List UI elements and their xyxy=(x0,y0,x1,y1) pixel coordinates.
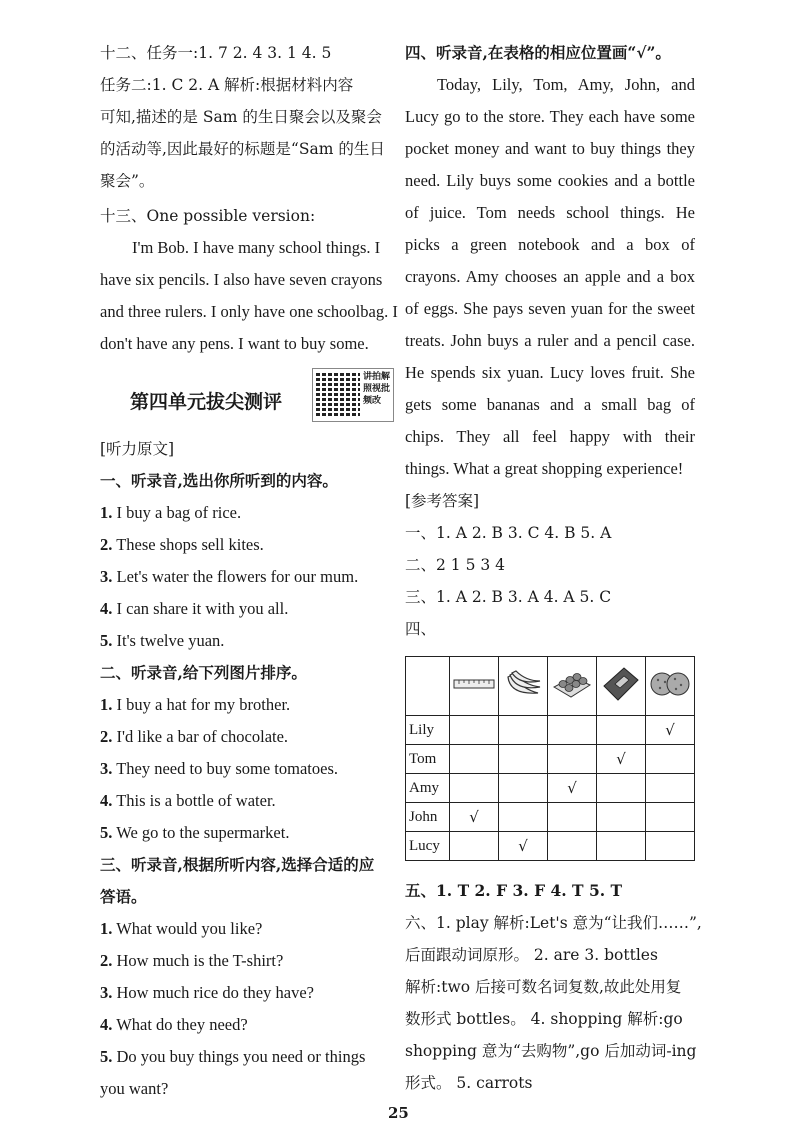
sec3-heading-line2: 答语。 xyxy=(100,887,147,906)
answer-3: 三、1. A 2. B 3. A 4. A 5. C xyxy=(405,588,612,606)
sec3-heading-line1: 三、听录音,根据所听内容,选择合适的应 xyxy=(100,855,375,874)
sec2-item-4: 4. This is a bottle of water. xyxy=(100,791,276,810)
table-cell xyxy=(548,803,597,832)
passage-line: gets some bananas and a small bag of xyxy=(405,395,695,414)
unit-title: 第四单元拔尖测评 xyxy=(130,391,283,413)
table-cell xyxy=(450,803,499,832)
answer-2: 二、2 1 5 3 4 xyxy=(405,556,506,574)
s13-para-line1: I'm Bob. I have many school things. I xyxy=(132,238,381,257)
bananas-icon xyxy=(499,657,548,716)
table-cell xyxy=(646,716,695,745)
s12-line3: 可知,描述的是 Sam 的生日聚会以及聚会 xyxy=(100,108,382,126)
table-cell xyxy=(548,832,597,861)
passage-line: He spends six yuan. Lucy loves fruit. She xyxy=(405,363,695,382)
ruler-icon xyxy=(450,657,499,716)
table-corner-cell xyxy=(406,657,450,716)
check-mark: √ xyxy=(616,750,626,768)
s12-line1: 十二、任务一:1. 7 2. 4 3. 1 4. 5 xyxy=(100,44,332,62)
passage-line: pocket money and want to buy things they xyxy=(405,139,695,158)
table-cell xyxy=(499,745,548,774)
answer-table xyxy=(405,656,695,861)
answer-6-line: shopping 意为“去购物”,go 后加动词-ing xyxy=(405,1042,697,1060)
table-cell xyxy=(646,745,695,774)
sec3-item-5: 5. Do you buy things you need or things xyxy=(100,1047,366,1066)
table-cell xyxy=(548,716,597,745)
answer-6-line: 后面跟动词原形。 2. are 3. bottles xyxy=(405,946,658,964)
table-cell xyxy=(548,774,597,803)
sec2-item-1: 1. I buy a hat for my brother. xyxy=(100,695,291,714)
row-name: Tom xyxy=(406,745,450,774)
row-name: Lucy xyxy=(406,832,450,861)
table-cell xyxy=(646,774,695,803)
s12-line2: 任务二:1. C 2. A 解析:根据材料内容 xyxy=(100,76,354,94)
qr-caption: 讲拍解照视批频改 xyxy=(363,372,391,406)
table-body xyxy=(406,716,695,861)
table-cell xyxy=(597,803,646,832)
table-row xyxy=(406,716,695,745)
table-cell xyxy=(646,803,695,832)
sec3-item-4: 4. What do they need? xyxy=(100,1015,248,1034)
sec2-item-2: 2. I'd like a bar of chocolate. xyxy=(100,727,289,746)
sec3-item-5-cont: you want? xyxy=(100,1079,169,1098)
table-cell xyxy=(548,745,597,774)
sec1-item-4: 4. I can share it with you all. xyxy=(100,599,289,618)
table-row xyxy=(406,774,695,803)
answer-5: 五、1. T 2. F 3. F 4. T 5. T xyxy=(405,881,623,900)
qr-code[interactable] xyxy=(312,368,394,422)
table-row xyxy=(406,803,695,832)
passage-line: crayons. Amy chooses an apple and a box xyxy=(405,267,695,286)
sec3-item-3: 3. How much rice do they have? xyxy=(100,983,314,1002)
answer-6-line: 形式。 5. carrots xyxy=(405,1074,533,1092)
table-header-row xyxy=(406,657,695,716)
row-name: Lily xyxy=(406,716,450,745)
passage-line: of juice. Tom needs school things. He xyxy=(405,203,695,222)
check-mark: √ xyxy=(469,808,479,826)
listening-label: [听力原文] xyxy=(100,440,175,458)
answer-6-line: 六、1. play 解析:Let's 意为“让我们……”, xyxy=(405,914,702,932)
answer-6-line: 解析:two 后接可数名词复数,故此处用复 xyxy=(405,978,682,996)
passage-line: chips. They all feel happy with their xyxy=(405,427,695,446)
sec4-heading: 四、听录音,在表格的相应位置画“√”。 xyxy=(405,43,671,62)
answer-1: 一、1. A 2. B 3. C 4. B 5. A xyxy=(405,524,612,542)
table-cell xyxy=(499,716,548,745)
answer-4-label: 四、 xyxy=(405,620,437,638)
sec1-heading: 一、听录音,选出你所听到的内容。 xyxy=(100,471,338,490)
table-cell xyxy=(499,832,548,861)
row-name: Amy xyxy=(406,774,450,803)
s13-heading: 十三、One possible version: xyxy=(100,207,316,225)
passage-line: picks a green notebook and a box of xyxy=(405,235,695,254)
qr-code-icon xyxy=(316,372,360,416)
sec1-item-3: 3. Let's water the flowers for our mum. xyxy=(100,567,359,586)
passage-line: things. What a great shopping experience! xyxy=(405,459,684,478)
check-mark: √ xyxy=(518,837,528,855)
page-number: 25 xyxy=(388,1104,409,1122)
passage-line: of eggs. She pays seven yuan for the sweet xyxy=(405,299,695,318)
table-cell xyxy=(450,745,499,774)
table-row xyxy=(406,745,695,774)
s12-line4: 的活动等,因此最好的标题是“Sam 的生日 xyxy=(100,140,385,158)
s13-para-line2: have six pencils. I also have seven crayons xyxy=(100,270,383,289)
passage-line: treats. John buys a ruler and a pencil case. xyxy=(405,331,695,350)
table-cell xyxy=(499,774,548,803)
passage-line: Lucy go to the store. They each have some xyxy=(405,107,695,126)
s12-line5: 聚会”。 xyxy=(100,172,155,190)
sec2-item-3: 3. They need to buy some tomatoes. xyxy=(100,759,338,778)
cookies-icon xyxy=(646,657,695,716)
table-cell xyxy=(450,832,499,861)
table-cell xyxy=(450,716,499,745)
table-cell xyxy=(499,803,548,832)
table-row xyxy=(406,832,695,861)
row-name: John xyxy=(406,803,450,832)
sec2-heading: 二、听录音,给下列图片排序。 xyxy=(100,663,307,682)
sec1-item-2: 2. These shops sell kites. xyxy=(100,535,264,554)
s13-para-line4: don't have any pens. I want to buy some. xyxy=(100,334,369,353)
table-cell xyxy=(597,745,646,774)
sec1-item-1: 1. I buy a bag of rice. xyxy=(100,503,242,522)
answer-6-line: 数形式 bottles。 4. shopping 解析:go xyxy=(405,1010,683,1028)
table-cell xyxy=(646,832,695,861)
check-mark: √ xyxy=(567,779,577,797)
answer-label: [参考答案] xyxy=(405,492,480,510)
table-cell xyxy=(450,774,499,803)
sec1-item-5: 5. It's twelve yuan. xyxy=(100,631,225,650)
eggs-icon xyxy=(548,657,597,716)
table-cell xyxy=(597,716,646,745)
sec2-item-5: 5. We go to the supermarket. xyxy=(100,823,290,842)
passage-line: Today, Lily, Tom, Amy, John, and xyxy=(437,75,695,94)
passage-line: need. Lily buys some cookies and a bottle xyxy=(405,171,695,190)
notebook-icon xyxy=(597,657,646,716)
table-cell xyxy=(597,832,646,861)
check-mark: √ xyxy=(665,721,675,739)
s13-para-line3: and three rulers. I only have one schoolbag. I xyxy=(100,302,398,321)
table-cell xyxy=(597,774,646,803)
sec3-item-2: 2. How much is the T-shirt? xyxy=(100,951,284,970)
sec3-item-1: 1. What would you like? xyxy=(100,919,263,938)
